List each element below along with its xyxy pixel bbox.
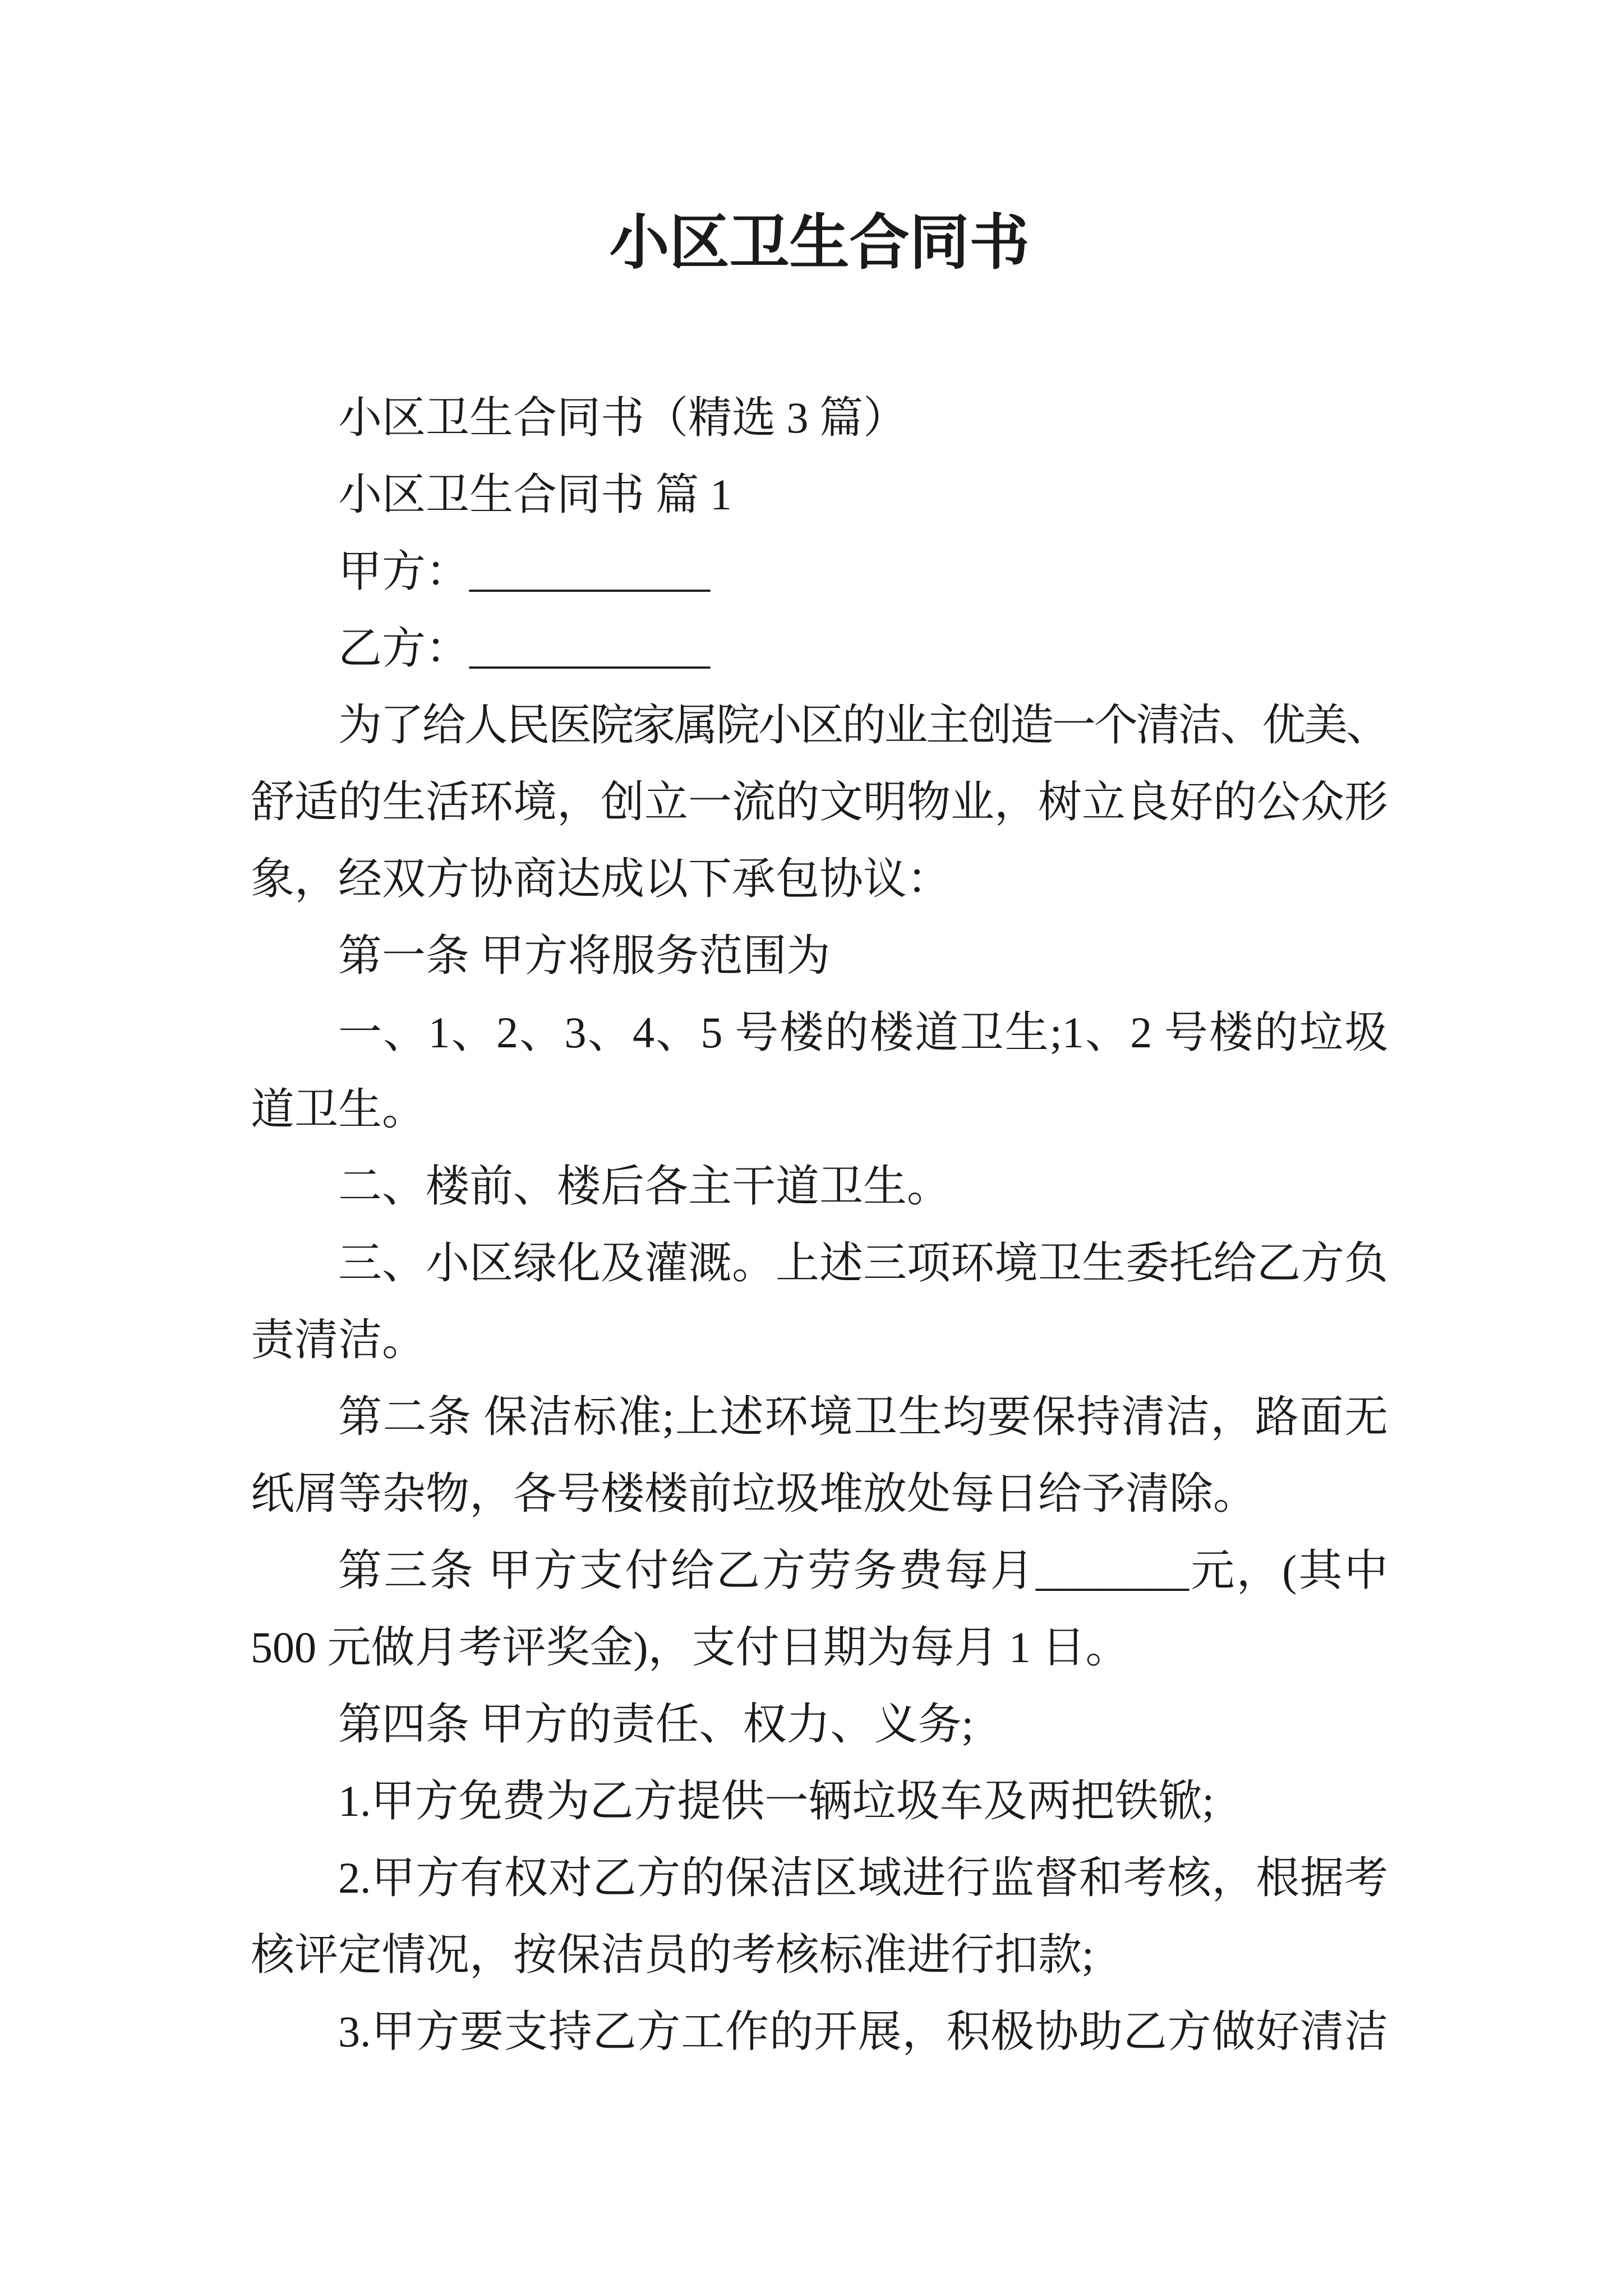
article-4-item-2 [251, 1839, 1388, 1993]
document-subtitle [251, 379, 1388, 456]
scope-item-3 [251, 1225, 1388, 1378]
preamble-paragraph [251, 687, 1388, 917]
text-line: 500 元做月考评奖金)，支付日期为每月 1 日。 [251, 1623, 1129, 1672]
text-line: 纸屑等杂物，各号楼楼前垃圾堆放处每日给予清除。 [251, 1469, 1257, 1518]
text-line: 甲方：___________ [338, 547, 711, 596]
text-line: 责清洁。 [251, 1315, 426, 1364]
article-4-item-1 [251, 1763, 1388, 1839]
document-body [251, 379, 1388, 2070]
text-line: 三、小区绿化及灌溉。上述三项环境卫生委托给乙方负 [338, 1239, 1389, 1287]
text-line: 象，经双方协商达成以下承包协议： [251, 854, 951, 903]
article-3-paragraph [251, 1532, 1388, 1686]
text-line: 第二条 保洁标准;上述环境卫生均要保持清洁，路面无 [338, 1392, 1388, 1441]
article-4-item-3 [251, 1993, 1388, 2070]
title-block [251, 201, 1388, 286]
text-line: 第四条 甲方的责任、权力、义务; [338, 1700, 974, 1749]
party-b-field [251, 610, 1388, 687]
text-line: 一、1、2、3、4、5 号楼的楼道卫生;1、2 号楼的垃圾 [338, 1008, 1388, 1057]
text-line: 核评定情况，按保洁员的考核标准进行扣款; [251, 1930, 1094, 1979]
text-line: 1.甲方免费为乙方提供一辆垃圾车及两把铁锨; [338, 1777, 1215, 1825]
article-4-heading [251, 1686, 1388, 1763]
text-line: 小区卫生合同书（精选 3 篇） [338, 393, 907, 442]
text-line: 3.甲方要支持乙方工作的开展，积极协助乙方做好清洁 [338, 2007, 1388, 2056]
text-line: 2.甲方有权对乙方的保洁区域进行监督和考核，根据考 [338, 1853, 1388, 1902]
article-1-heading [251, 917, 1388, 994]
party-a-field [251, 533, 1388, 610]
article-2-paragraph [251, 1378, 1388, 1532]
scope-item-2 [251, 1148, 1388, 1225]
text-line: 第三条 甲方支付给乙方劳务费每月_______元，(其中 [338, 1546, 1388, 1595]
document-title: 小区卫生合同书 [609, 210, 1030, 277]
text-line: 二、楼前、楼后各主干道卫生。 [338, 1162, 951, 1211]
text-line: 舒适的生活环境，创立一流的文明物业，树立良好的公众形 [251, 777, 1389, 826]
text-line: 乙方：___________ [338, 624, 711, 673]
text-line: 道卫生。 [251, 1085, 426, 1134]
text-line: 第一条 甲方将服务范围为 [338, 931, 831, 980]
text-line: 小区卫生合同书 篇 1 [338, 470, 732, 519]
text-line: 为了给人民医院家属院小区的业主创造一个清洁、优美、 [338, 701, 1388, 749]
section-heading [251, 456, 1388, 533]
scope-item-1 [251, 994, 1388, 1148]
